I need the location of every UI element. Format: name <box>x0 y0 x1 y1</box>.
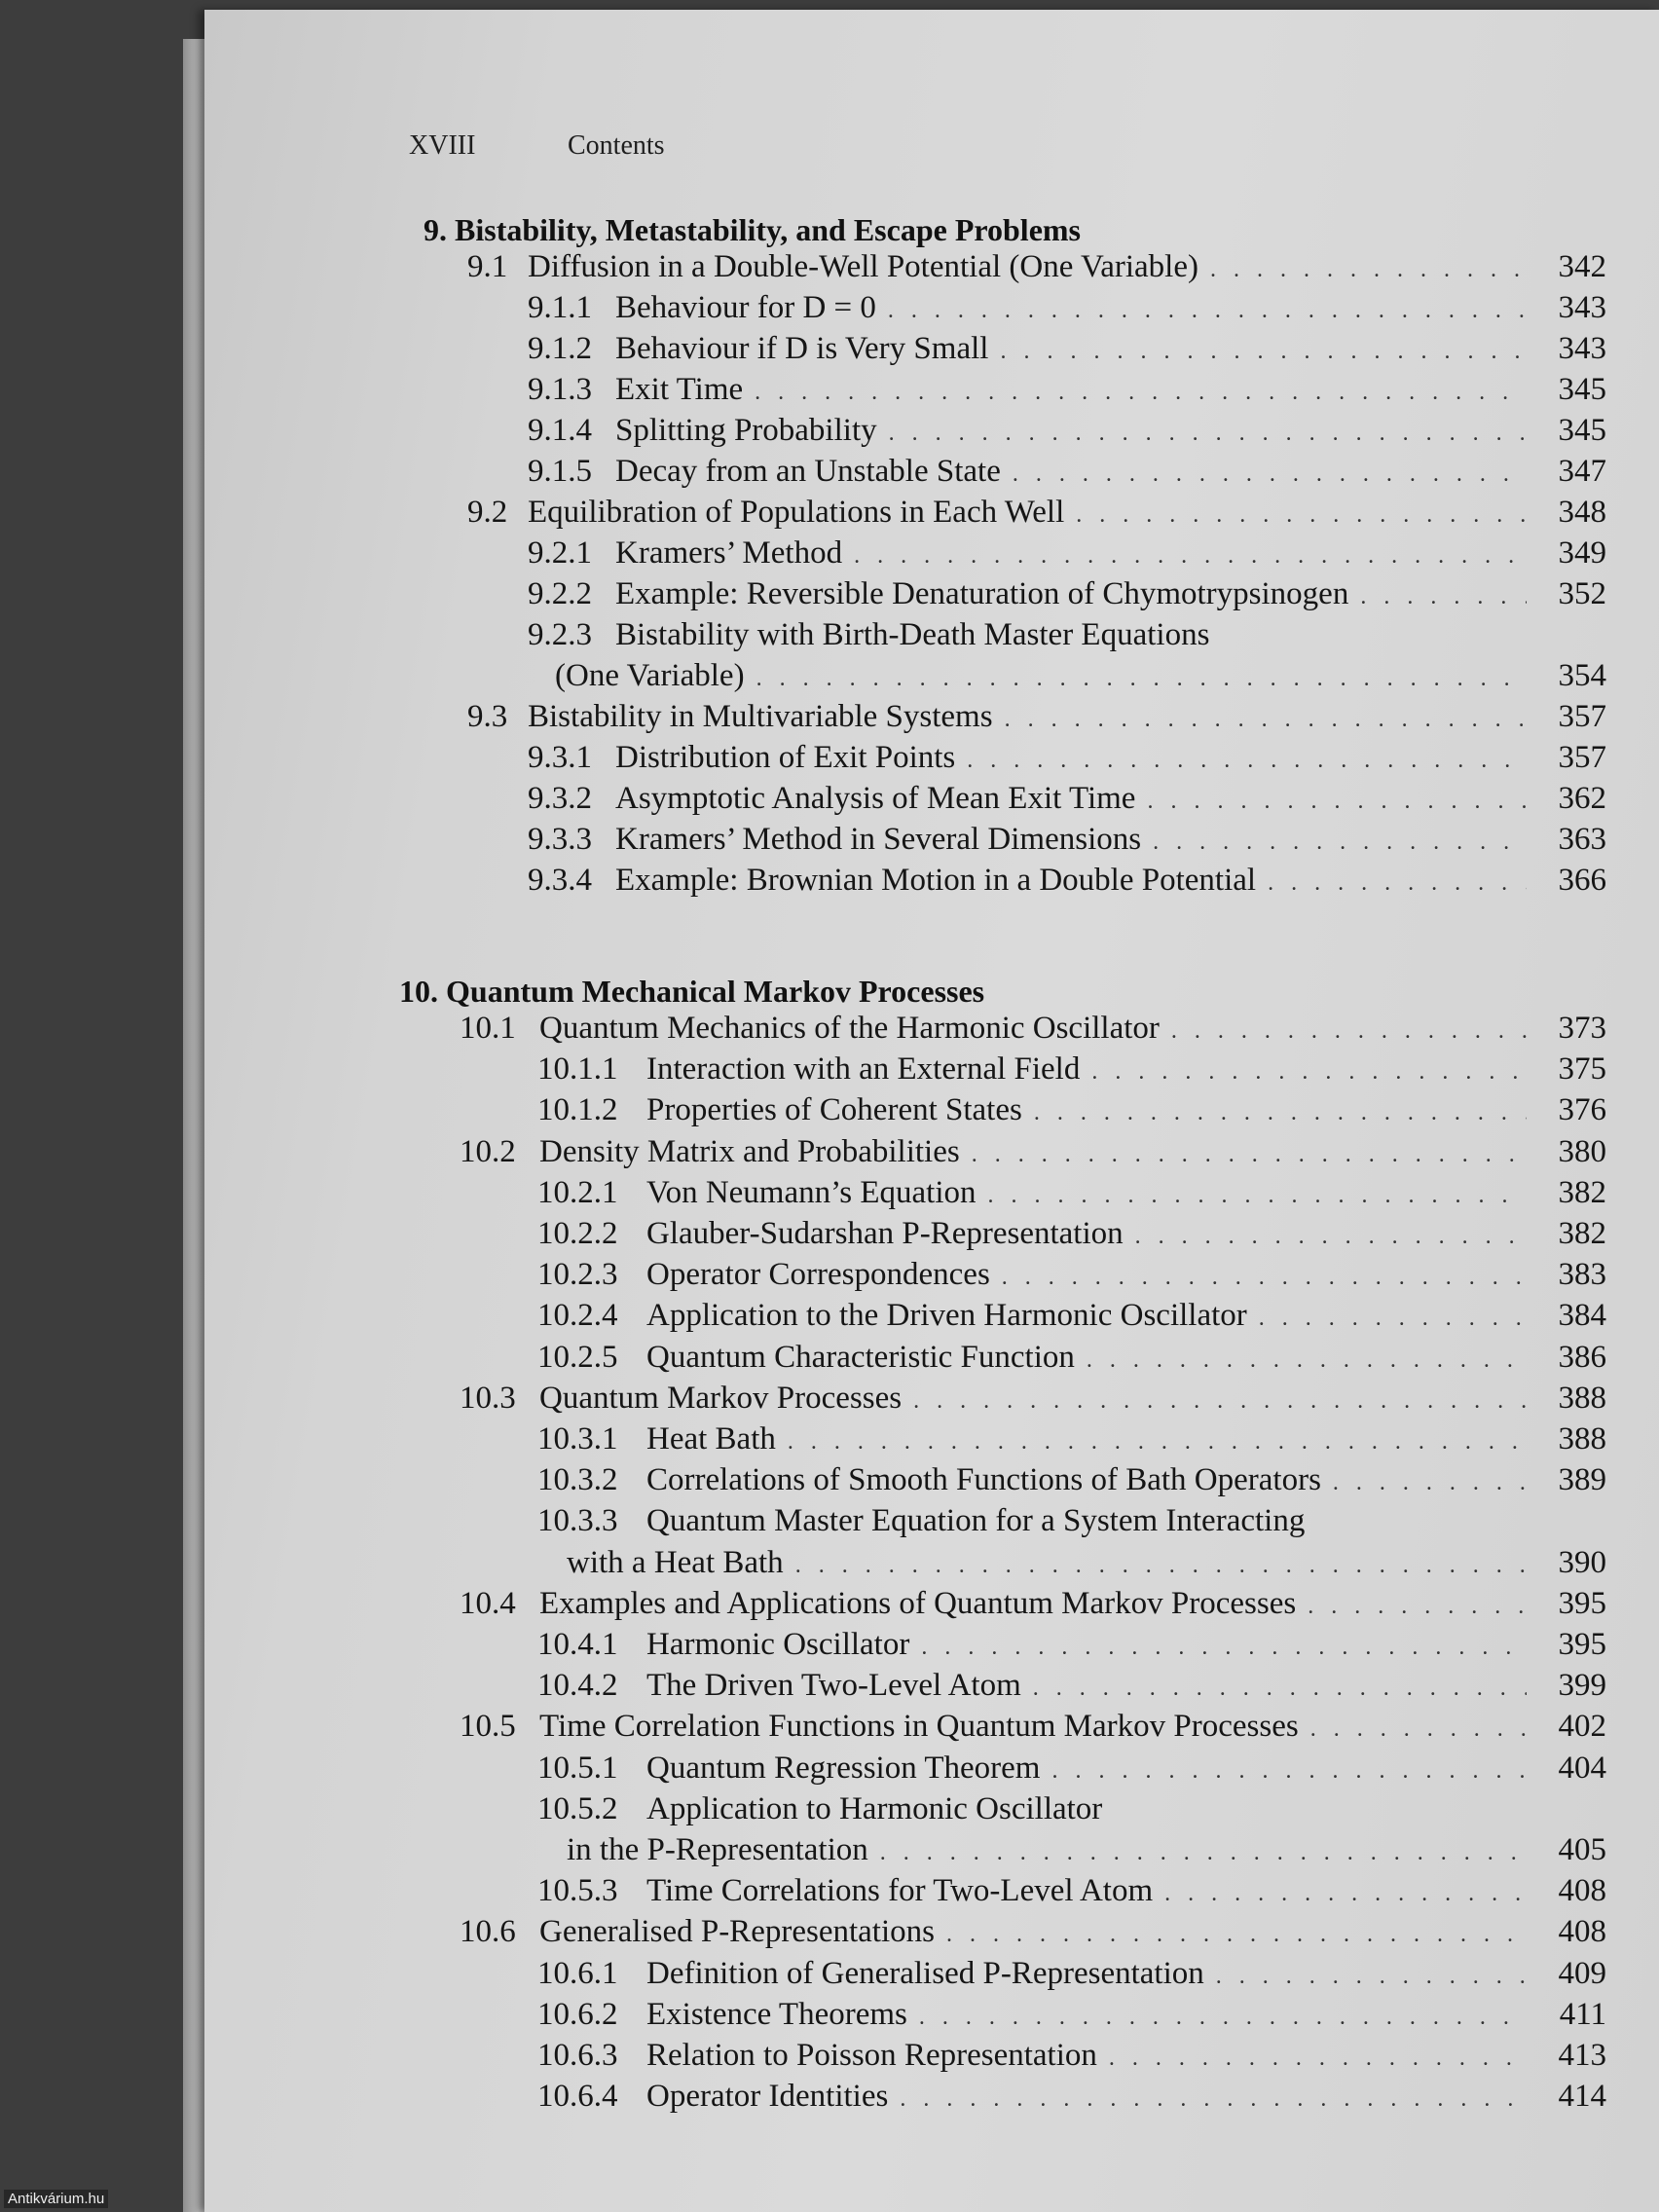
dot-leader <box>1210 257 1527 283</box>
toc-entry <box>537 1216 1606 1255</box>
section-title: Quantum Regression Theorem <box>646 1750 1041 1786</box>
section-number: 10.5.3 <box>537 1873 618 1909</box>
section-title: Density Matrix and Probabilities <box>539 1133 960 1169</box>
toc-entry <box>537 1627 1606 1666</box>
toc-entry <box>537 1257 1606 1296</box>
page-reference: 363 <box>1558 822 1606 857</box>
page-reference: 413 <box>1558 2038 1606 2073</box>
section-title: Heat Bath <box>646 1421 776 1456</box>
section-title: The Driven Two-Level Atom <box>646 1668 1021 1704</box>
page-reference: 380 <box>1558 1133 1606 1169</box>
page-reference: 362 <box>1558 781 1606 816</box>
section-number: 10.5.2 <box>537 1790 618 1826</box>
dot-leader <box>1216 1964 1527 1990</box>
toc-entry <box>460 1914 1606 1953</box>
section-title: Quantum Markov Processes <box>539 1380 903 1416</box>
page-reference: 357 <box>1558 740 1606 775</box>
section-title: Asymptotic Analysis of Mean Exit Time <box>615 781 1136 816</box>
toc-entry <box>537 1421 1606 1460</box>
section-number: 9.1.2 <box>528 331 592 366</box>
dot-leader <box>1005 707 1527 733</box>
dot-leader <box>913 1388 1527 1415</box>
dot-leader <box>1033 1676 1527 1702</box>
page-reference: 389 <box>1558 1462 1606 1498</box>
toc-entry <box>467 249 1606 288</box>
section-title: Von Neumann’s Equation <box>646 1174 977 1210</box>
page-reference: 352 <box>1558 576 1606 611</box>
section-title: Example: Reversible Denaturation of Chymotrypsinogen <box>615 576 1349 611</box>
section-title: with a Heat Bath <box>567 1544 784 1580</box>
toc-entry <box>528 413 1606 452</box>
section-number: 9.1.3 <box>528 372 592 407</box>
section-number: 10.6.1 <box>537 1955 618 1991</box>
page-reference: 411 <box>1559 1996 1606 2032</box>
dot-leader <box>756 666 1527 692</box>
dot-leader <box>1259 1306 1527 1332</box>
toc-entry <box>528 822 1606 861</box>
section-title: Splitting Probability <box>615 413 877 448</box>
dot-leader <box>1164 1881 1527 1907</box>
section-number: 9.2.2 <box>528 576 592 611</box>
section-number: 10.6.3 <box>537 2038 618 2073</box>
page-reference: 384 <box>1558 1298 1606 1334</box>
dot-leader <box>889 421 1527 447</box>
page-reference: 343 <box>1558 290 1606 325</box>
chapter-title: 10. Quantum Mechanical Markov Processes <box>399 974 985 1009</box>
page-reference: 375 <box>1558 1051 1606 1088</box>
section-title: Decay from an Unstable State <box>615 454 1001 489</box>
section-title: Operator Identities <box>646 2079 889 2115</box>
dot-leader <box>795 1553 1527 1579</box>
section-number: 10.1.2 <box>537 1092 618 1128</box>
toc-entry <box>537 2079 1606 2118</box>
page-reference: 366 <box>1558 863 1606 898</box>
section-number: 9.3 <box>467 699 508 734</box>
section-number: 9.1 <box>467 249 508 284</box>
section-title: (One Variable) <box>555 658 745 693</box>
dot-leader <box>880 1840 1527 1866</box>
toc-entry <box>537 2038 1606 2077</box>
section-title: Interaction with an External Field <box>646 1051 1081 1088</box>
toc-entry <box>528 781 1606 820</box>
toc-entry <box>460 1134 1606 1173</box>
page-reference: 405 <box>1558 1832 1606 1867</box>
section-title: Quantum Characteristic Function <box>646 1339 1075 1375</box>
section-title: Examples and Applications of Quantum Markov Processes <box>539 1585 1297 1621</box>
toc-entry <box>537 1503 1606 1542</box>
page-reference: 349 <box>1558 535 1606 571</box>
toc-entry <box>537 1051 1606 1090</box>
section-number: 10.3.1 <box>537 1421 618 1456</box>
dot-leader <box>1109 2046 1527 2072</box>
page-reference: 414 <box>1558 2079 1606 2115</box>
toc-entry <box>528 331 1606 370</box>
section-title: Relation to Poisson Representation <box>646 2038 1097 2073</box>
section-title: Time Correlation Functions in Quantum Markov Processes <box>539 1709 1299 1745</box>
page-reference: 395 <box>1558 1627 1606 1662</box>
toc-entry <box>528 535 1606 574</box>
toc-entry <box>460 1709 1606 1748</box>
page-reference: 382 <box>1558 1216 1606 1251</box>
toc-entry <box>467 699 1606 738</box>
dot-leader <box>1153 830 1527 856</box>
dot-leader <box>1013 461 1527 488</box>
dot-leader <box>1171 1018 1527 1045</box>
section-title: Quantum Mechanics of the Harmonic Oscillator <box>539 1011 1160 1046</box>
dot-leader <box>988 1183 1527 1209</box>
toc-entry <box>537 1668 1606 1707</box>
dot-leader <box>921 1635 1527 1661</box>
toc-entry <box>537 1462 1606 1501</box>
dot-leader <box>788 1429 1527 1456</box>
toc-entry <box>537 1298 1606 1337</box>
page-reference: 386 <box>1558 1339 1606 1375</box>
dot-leader <box>1076 502 1527 529</box>
section-title: Equilibration of Populations in Each Well <box>528 495 1065 530</box>
page-reference: 388 <box>1558 1421 1606 1456</box>
section-title: Example: Brownian Motion in a Double Potential <box>615 863 1257 898</box>
toc-entry <box>555 658 1606 697</box>
toc-entry <box>528 454 1606 493</box>
section-title: Exit Time <box>615 372 744 407</box>
toc-entry <box>537 1092 1606 1131</box>
page-reference: 357 <box>1558 699 1606 734</box>
section-title: Generalised P-Representations <box>539 1914 935 1950</box>
page-reference: 383 <box>1558 1257 1606 1293</box>
toc-entry <box>460 1381 1606 1419</box>
dot-leader <box>967 748 1527 774</box>
page-reference: 343 <box>1558 331 1606 366</box>
page-reference: 395 <box>1558 1585 1606 1621</box>
toc-entry <box>537 1751 1606 1789</box>
toc-entry <box>567 1545 1606 1584</box>
page-reference: 402 <box>1558 1709 1606 1745</box>
page-reference: 348 <box>1558 495 1606 530</box>
section-title: Harmonic Oscillator <box>646 1627 910 1662</box>
section-title: Behaviour for D = 0 <box>615 290 876 325</box>
section-number: 10.4.2 <box>537 1668 618 1704</box>
dot-leader <box>1051 1758 1527 1785</box>
toc-entry <box>467 495 1606 534</box>
section-title: Correlations of Smooth Functions of Bath Operators <box>646 1462 1321 1498</box>
dot-leader <box>1268 870 1527 897</box>
page-reference: 345 <box>1558 413 1606 448</box>
dot-leader <box>888 298 1527 324</box>
page-reference: 388 <box>1558 1380 1606 1416</box>
dot-leader <box>1002 1265 1527 1291</box>
toc-entry <box>567 1832 1606 1871</box>
page-reference: 399 <box>1558 1668 1606 1704</box>
dot-leader <box>1310 1716 1527 1743</box>
dot-leader <box>755 380 1527 406</box>
page-reference: 373 <box>1558 1011 1606 1046</box>
toc-entry <box>537 1997 1606 2036</box>
dot-leader <box>1360 584 1527 610</box>
section-title: Diffusion in a Double-Well Potential (One Variable) <box>528 249 1198 284</box>
toc-entry <box>460 1011 1606 1050</box>
section-number: 9.3.3 <box>528 822 592 857</box>
dot-leader <box>946 1922 1527 1948</box>
dot-leader <box>1147 789 1527 815</box>
section-title: Bistability in Multivariable Systems <box>528 699 993 734</box>
page-reference: 342 <box>1558 249 1606 284</box>
section-number: 9.3.2 <box>528 781 592 816</box>
running-title: Contents <box>568 130 665 161</box>
section-title: Time Correlations for Two-Level Atom <box>646 1873 1154 1909</box>
section-title: Properties of Coherent States <box>646 1092 1022 1128</box>
chapter-title: 9. Bistability, Metastability, and Escape Problems <box>424 212 1081 247</box>
dot-leader <box>1034 1100 1527 1126</box>
section-title: Definition of Generalised P-Representation <box>646 1955 1204 1991</box>
dot-leader <box>900 2086 1527 2113</box>
page-reference: 376 <box>1558 1092 1606 1128</box>
section-title: Kramers’ Method <box>615 535 843 571</box>
toc-entry <box>460 1586 1606 1625</box>
section-title: Bistability with Birth-Death Master Equations <box>615 617 1210 652</box>
section-number: 9.3.1 <box>528 740 592 775</box>
section-title: Behaviour if D is Very Small <box>615 331 989 366</box>
page-reference: 408 <box>1558 1873 1606 1909</box>
dot-leader <box>972 1142 1527 1168</box>
section-number: 10.2.5 <box>537 1339 618 1375</box>
watermark: Antikvárium.hu <box>4 2190 108 2208</box>
toc-entry <box>528 290 1606 329</box>
section-number: 10.5.1 <box>537 1750 618 1786</box>
toc-entry <box>528 372 1606 411</box>
section-title: Distribution of Exit Points <box>615 740 956 775</box>
page-reference: 390 <box>1558 1544 1606 1580</box>
toc-entry <box>537 1791 1606 1830</box>
section-title: Quantum Master Equation for a System Interacting <box>646 1503 1306 1539</box>
page-reference: 382 <box>1558 1174 1606 1210</box>
section-number: 10.4 <box>460 1585 516 1621</box>
page-reference: 409 <box>1558 1955 1606 1991</box>
book-page <box>204 10 1659 2212</box>
section-number: 10.2.2 <box>537 1216 618 1251</box>
page-number-roman: XVIII <box>409 130 476 161</box>
page-reference: 404 <box>1558 1750 1606 1786</box>
section-number: 10.6 <box>460 1914 516 1950</box>
page-reference: 354 <box>1558 658 1606 693</box>
toc-entry <box>528 576 1606 615</box>
section-title: in the P-Representation <box>567 1832 868 1867</box>
section-title: Kramers’ Method in Several Dimensions <box>615 822 1142 857</box>
toc-entry <box>537 1873 1606 1912</box>
dot-leader <box>919 2005 1527 2031</box>
section-number: 10.6.2 <box>537 1996 618 2032</box>
section-title: Existence Theorems <box>646 1996 907 2032</box>
section-number: 10.2 <box>460 1133 516 1169</box>
dot-leader <box>1091 1059 1527 1086</box>
section-number: 9.1.4 <box>528 413 592 448</box>
toc-entry <box>537 1175 1606 1214</box>
section-title: Glauber-Sudarshan P-Representation <box>646 1216 1124 1251</box>
section-number: 10.6.4 <box>537 2079 618 2115</box>
section-number: 9.2.3 <box>528 617 592 652</box>
toc-entry <box>528 740 1606 779</box>
section-title: Operator Correspondences <box>646 1257 990 1293</box>
dot-leader <box>1000 339 1527 365</box>
section-title: Application to the Driven Harmonic Oscillator <box>646 1298 1247 1334</box>
section-number: 9.1.1 <box>528 290 592 325</box>
page-reference: 347 <box>1558 454 1606 489</box>
page-reference: 408 <box>1558 1914 1606 1950</box>
section-number: 10.2.1 <box>537 1174 618 1210</box>
section-number: 9.2 <box>467 495 508 530</box>
dot-leader <box>1087 1347 1527 1374</box>
section-number: 10.3.2 <box>537 1462 618 1498</box>
dot-leader <box>1135 1224 1527 1250</box>
section-number: 9.1.5 <box>528 454 592 489</box>
toc-entry <box>537 1956 1606 1995</box>
section-title: Application to Harmonic Oscillator <box>646 1790 1103 1826</box>
section-number: 10.2.3 <box>537 1257 618 1293</box>
section-number: 9.3.4 <box>528 863 592 898</box>
section-number: 10.1.1 <box>537 1051 618 1088</box>
toc-entry <box>528 863 1606 902</box>
toc-entry <box>537 1340 1606 1379</box>
toc-entry <box>528 617 1606 656</box>
section-number: 10.3.3 <box>537 1503 618 1539</box>
section-number: 10.2.4 <box>537 1298 618 1334</box>
dot-leader <box>854 543 1527 570</box>
section-number: 9.2.1 <box>528 535 592 571</box>
section-number: 10.3 <box>460 1380 516 1416</box>
section-number: 10.1 <box>460 1011 516 1046</box>
section-number: 10.4.1 <box>537 1627 618 1662</box>
page-reference: 345 <box>1558 372 1606 407</box>
dot-leader <box>1333 1470 1527 1496</box>
dot-leader <box>1308 1594 1527 1620</box>
section-number: 10.5 <box>460 1709 516 1745</box>
